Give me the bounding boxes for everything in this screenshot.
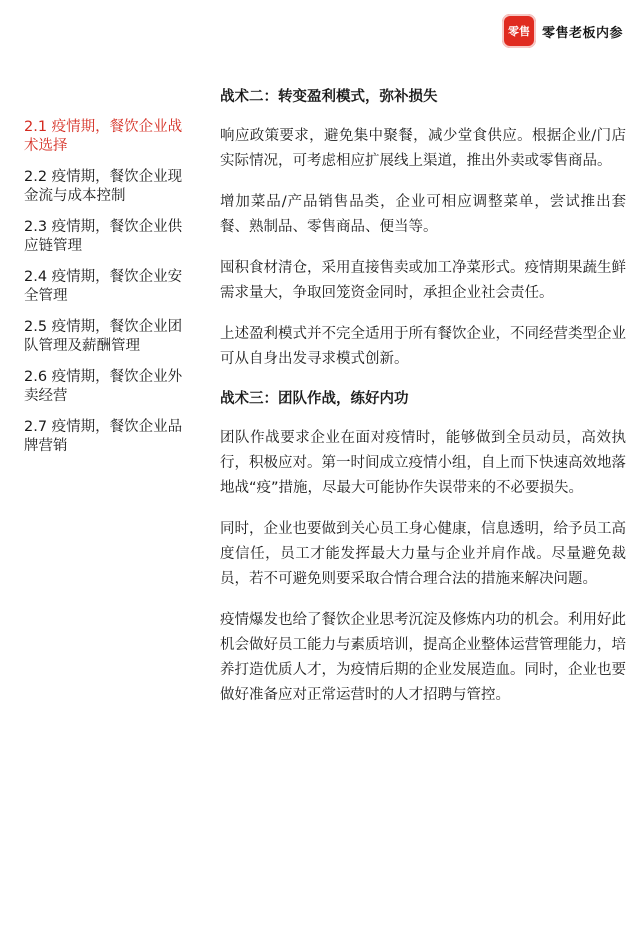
brand-name: 零售老板内参 (541, 25, 623, 41)
toc-item-2-6[interactable]: 2.6 疫情期，餐饮企业外卖经营 (24, 369, 183, 404)
paragraph: 疫情爆发也给了餐饮企业思考沉淀及修炼内功的机会。利用好此机会做好员工能力与素质培训，提高企业整体运营管理能力，培养打造优质人才，为疫情后期的企业发展造血。同时，企业也要做好准备应对正常运营时的人才招聘与管控。 (220, 612, 626, 703)
table-of-contents (24, 118, 194, 468)
article-content (220, 86, 626, 724)
paragraph: 囤积食材清仓，采用直接售卖或加工净菜形式。疫情期果蔬生鲜需求量大，争取回笼资金同时，承担企业社会责任。 (220, 260, 626, 301)
section-heading-tactic-2: 战术二：转变盈利模式，弥补损失 (220, 89, 438, 105)
toc-item-2-3[interactable]: 2.3 疫情期，餐饮企业供应链管理 (24, 219, 183, 254)
toc-item-2-1[interactable]: 2.1 疫情期，餐饮企业战术选择 (24, 119, 183, 154)
toc-item-2-4[interactable]: 2.4 疫情期，餐饮企业安全管理 (24, 269, 183, 304)
brand-header (502, 14, 623, 48)
section-heading-tactic-3: 战术三：团队作战，练好内功 (220, 391, 409, 407)
paragraph: 团队作战要求企业在面对疫情时，能够做到全员动员，高效执行，积极应对。第一时间成立疫情小组，自上而下快速高效地落地战“疫”措施，尽最大可能协作失误带来的不必要损失。 (220, 430, 626, 496)
toc-item-2-5[interactable]: 2.5 疫情期，餐饮企业团队管理及薪酬管理 (24, 319, 183, 354)
brand-logo-icon: 零售 (502, 14, 536, 48)
paragraph: 增加菜品/产品销售品类，企业可相应调整菜单，尝试推出套餐、熟制品、零售商品、便当等。 (220, 194, 626, 235)
paragraph: 上述盈利模式并不完全适用于所有餐饮企业，不同经营类型企业可从自身出发寻求模式创新。 (220, 326, 626, 367)
toc-item-2-2[interactable]: 2.2 疫情期，餐饮企业现金流与成本控制 (24, 169, 183, 204)
paragraph: 响应政策要求，避免集中聚餐，减少堂食供应。根据企业/门店实际情况，可考虑相应扩展线上渠道，推出外卖或零售商品。 (220, 128, 626, 169)
paragraph: 同时，企业也要做到关心员工身心健康，信息透明，给予员工高度信任，员工才能发挥最大力量与企业并肩作战。尽量避免裁员，若不可避免则要采取合情合理合法的措施来解决问题。 (220, 521, 626, 587)
toc-item-2-7[interactable]: 2.7 疫情期，餐饮企业品牌营销 (24, 419, 183, 454)
